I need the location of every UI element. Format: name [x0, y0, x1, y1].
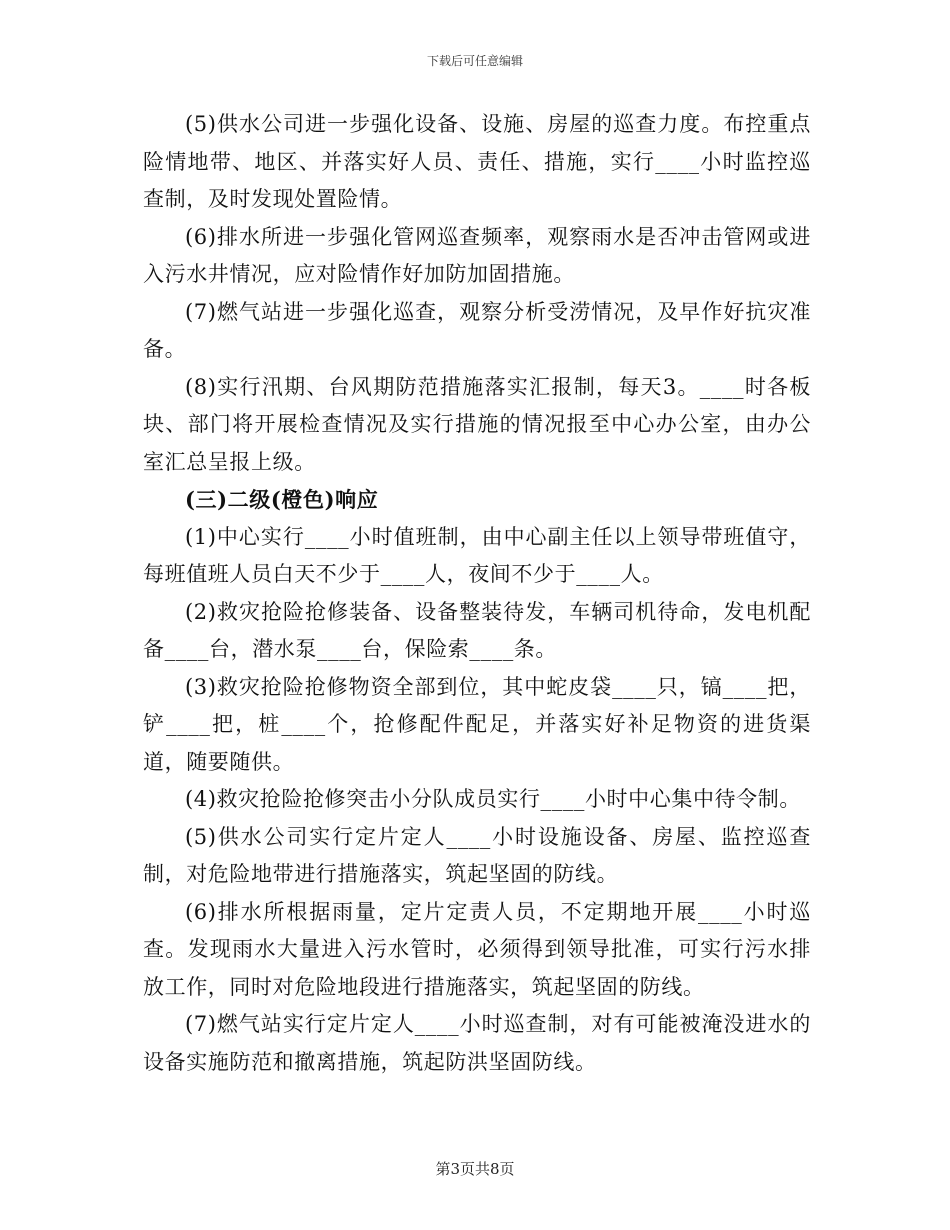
page-header-note: 下载后可任意编辑 — [426, 54, 523, 68]
paragraph-7-gas-station-patrol: (7)燃气站进一步强化巡查，观察分析受涝情况，及早作好抗灾准备。 — [143, 299, 811, 361]
paragraph-6-drainage-fixed-posts: (6)排水所根据雨量，定片定责人员，不定期地开展____小时巡查。发现雨水大量进入污水管时，必须得到领导批准，可实行污水排放工作，同时对危险地段进行措施落实，筑起坚固的防线。 — [143, 899, 811, 999]
paragraph-6-drainage-patrol: (6)排水所进一步强化管网巡查频率，观察雨水是否冲击管网或进入污水井情况，应对险情作好加防加固措施。 — [143, 224, 811, 286]
paragraph-2-equipment-ready: (2)救灾抢险抢修装备、设备整装待发，车辆司机待命，发电机配备____台，潜水泵____台，保险索____条。 — [143, 599, 811, 661]
section-heading-level-two-orange: (三)二级(橙色)响应 — [185, 487, 379, 512]
page-number: 第3页共8页 — [435, 1160, 515, 1178]
document-body — [143, 106, 811, 1081]
paragraph-1-duty-system: (1)中心实行____小时值班制，由中心副主任以上领导带班值守，每班值班人员白天不少于____人，夜间不少于____人。 — [143, 524, 811, 586]
paragraph-3-materials-ready: (3)救灾抢险抢修物资全部到位，其中蛇皮袋____只，镐____把，铲____把，桩____个，抢修配件配足，并落实好补足物资的进货渠道，随要随供。 — [143, 674, 811, 774]
paragraph-7-gas-station-fixed-posts: (7)燃气站实行定片定人____小时巡查制，对有可能被淹没进水的设备实施防范和撤离措施，筑起防洪坚固防线。 — [143, 1012, 811, 1074]
paragraph-8-reporting-system: (8)实行汛期、台风期防范措施落实汇报制，每天3。____时各板块、部门将开展检查情况及实行措施的情况报至中心办公室，由办公室汇总呈报上级。 — [143, 374, 811, 474]
paragraph-5-water-supply-patrol: (5)供水公司进一步强化设备、设施、房屋的巡查力度。布控重点险情地带、地区、并落实好人员、责任、措施，实行____小时监控巡查制，及时发现处置险情。 — [143, 112, 811, 211]
paragraph-4-strike-team: (4)救灾抢险抢修突击小分队成员实行____小时中心集中待令制。 — [185, 787, 801, 811]
paragraph-5-water-supply-fixed-posts: (5)供水公司实行定片定人____小时设施设备、房屋、监控巡查制，对危险地带进行措施落实，筑起坚固的防线。 — [143, 824, 811, 886]
